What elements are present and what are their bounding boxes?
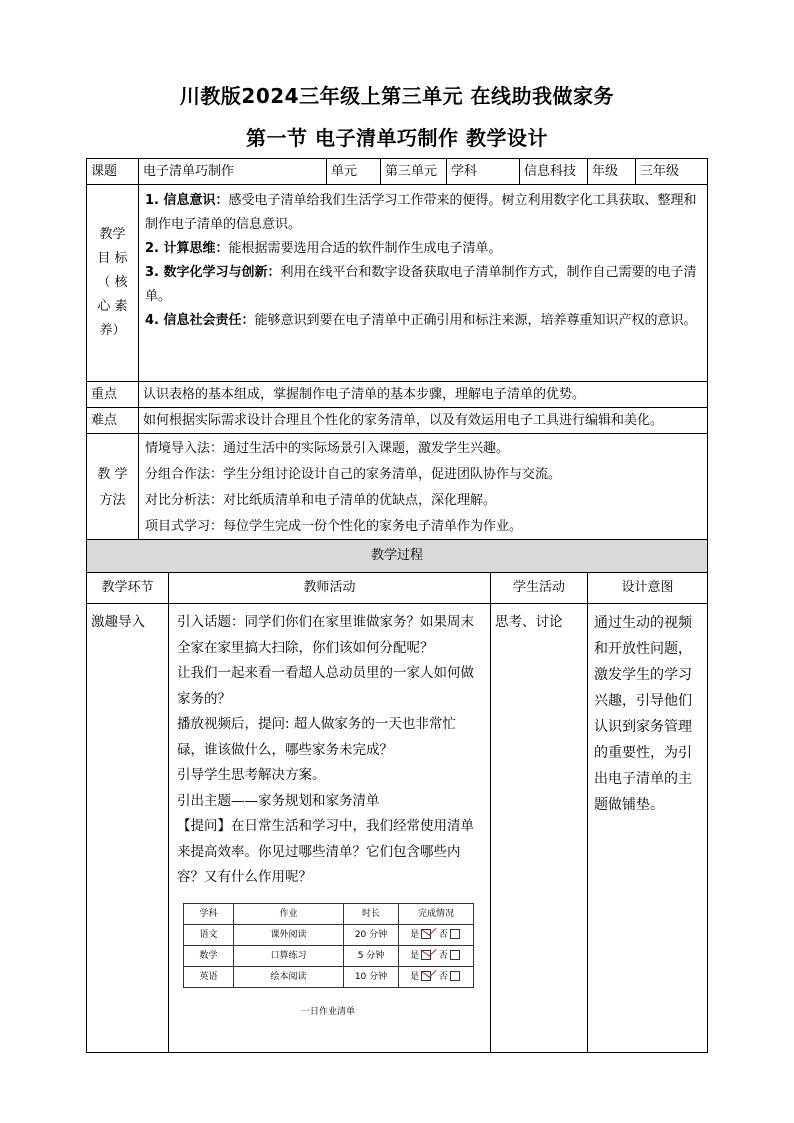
- subject-label: 学科: [447, 159, 520, 185]
- methods-label: 教 学 方法: [87, 434, 139, 543]
- teacher-paragraph: 播放视频后，提问: 超人做家务的一天也非常忙碌，谁该做什么，哪些家务未完成？: [177, 716, 456, 758]
- empty-box-icon: [450, 950, 460, 960]
- goals-row: [87, 185, 708, 382]
- teacher-activity: [169, 604, 491, 1053]
- empty-box-icon: [450, 929, 460, 939]
- header-teacher: 教师活动: [169, 573, 491, 604]
- mini-row: [184, 966, 474, 987]
- mini-status: 是 否: [399, 966, 474, 987]
- mini-header: 学科: [184, 903, 234, 924]
- mini-status: 是 否: [399, 924, 474, 945]
- mini-duration: 10 分钟: [344, 966, 399, 987]
- mini-header: 完成情况: [399, 903, 474, 924]
- process-title: 教学过程: [87, 540, 708, 573]
- header-intent: 设计意图: [588, 573, 708, 604]
- goal-item: 4. 信息社会责任：能够意识到要在电子清单中正确引用和标注来源，培养尊重知识产权的意识。: [145, 313, 697, 328]
- info-row: [87, 159, 708, 185]
- teacher-paragraph: 引导学生思考解决方案。: [177, 767, 326, 783]
- mini-task: 绘本阅读: [234, 966, 344, 987]
- methods-content: [139, 434, 708, 543]
- mini-row: [184, 924, 474, 945]
- goals-label: 教学 目 标 （ 核 心 素 养）: [87, 185, 139, 382]
- document-subtitle: 第一节 电子清单巧制作 教学设计: [246, 126, 548, 150]
- teacher-paragraph: 引出主题——家务规划和家务清单: [177, 792, 380, 809]
- unit-value: 第三单元: [381, 159, 447, 185]
- header-stage: 教学环节: [87, 573, 169, 604]
- design-intent: 通过生动的视频和开放性问题，激发学生的学习兴趣，引导他们认识到家务管理的重要性，为引出电子清单的主题做铺垫。: [588, 604, 708, 1053]
- key-point-row: [87, 382, 708, 408]
- mini-subject: 数学: [184, 945, 234, 966]
- methods-row: [87, 434, 708, 543]
- document-title: 川教版2024三年级上第三单元 在线助我做家务: [179, 84, 615, 108]
- teacher-paragraph: 让我们一起来看一看超人总动员里的一家人如何做家务的？: [177, 665, 474, 707]
- grade-label: 年级: [588, 159, 636, 185]
- empty-box-icon: [450, 971, 460, 981]
- mini-task: 口算练习: [234, 945, 344, 966]
- process-header-row: [87, 573, 708, 604]
- checked-box-icon: [421, 929, 431, 939]
- mini-status: 是 否: [399, 945, 474, 966]
- teaching-process-table: [86, 539, 708, 1053]
- lesson-info-table: [86, 158, 708, 543]
- method-item: 分组合作法：学生分组讨论设计自己的家务清单，促进团队协作与交流。: [145, 467, 562, 482]
- mini-subject: 语文: [184, 924, 234, 945]
- teacher-paragraph: 引入话题：同学们你们在家里谁做家务？如果周末全家在家里搞大扫除，你们该如何分配呢？: [177, 614, 474, 656]
- goal-item: 2. 计算思维：能根据需要选用合适的软件制作生成电子清单。: [145, 241, 502, 256]
- difficulty-text: 如何根据实际需求设计合理且个性化的家务清单，以及有效运用电子工具进行编辑和美化。: [139, 408, 708, 434]
- mini-duration: 5 分钟: [344, 945, 399, 966]
- key-point-label: 重点: [87, 382, 139, 408]
- goal-item: 3. 数字化学习与创新：利用在线平台和数字设备获取电子清单制作方式，制作自己需要的电子清单。: [145, 265, 697, 304]
- stage-name: 激趣导入: [87, 604, 169, 1053]
- difficulty-label: 难点: [87, 408, 139, 434]
- checked-box-icon: [421, 950, 431, 960]
- checked-box-icon: [421, 971, 431, 981]
- student-activity: 思考、讨论: [491, 604, 588, 1053]
- mini-header-row: [184, 903, 474, 924]
- method-item: 对比分析法：对比纸质清单和电子清单的优缺点，深化理解。: [145, 493, 497, 508]
- mini-duration: 20 分钟: [344, 924, 399, 945]
- lesson-label: 课题: [87, 159, 139, 185]
- mini-header: 时长: [344, 903, 399, 924]
- homework-list-figure: [183, 903, 473, 1018]
- homework-list-caption: 一日作业清单: [300, 1006, 355, 1017]
- goal-item: 1. 信息意识：感受电子清单给我们生活学习工作带来的便得。树立利用数字化工具获取、整理和制作电子清单的信息意识。: [145, 193, 697, 232]
- mini-header: 作业: [234, 903, 344, 924]
- grade-value: 三年级: [636, 159, 708, 185]
- subject-value: 信息科技: [520, 159, 588, 185]
- lesson-value: 电子清单巧制作: [139, 159, 327, 185]
- homework-list-table: [183, 903, 474, 988]
- header-student: 学生活动: [491, 573, 588, 604]
- mini-task: 课外阅读: [234, 924, 344, 945]
- unit-label: 单元: [327, 159, 381, 185]
- teacher-paragraph: 【提问】在日常生活和学习中，我们经常使用清单来提高效率。你见过哪些清单？它们包含哪些内容？又有什么作用呢？: [177, 818, 474, 885]
- method-item: 项目式学习：每位学生完成一份个性化的家务电子清单作为作业。: [145, 519, 523, 534]
- goals-content: [139, 185, 708, 382]
- mini-row: [184, 945, 474, 966]
- mini-subject: 英语: [184, 966, 234, 987]
- process-title-row: [87, 540, 708, 573]
- method-item: 情境导入法：通过生活中的实际场景引入课题，激发学生兴趣。: [145, 441, 510, 456]
- process-row: [87, 604, 708, 1053]
- key-point-text: 认识表格的基本组成，掌握制作电子清单的基本步骤，理解电子清单的优势。: [139, 382, 708, 408]
- difficulty-row: [87, 408, 708, 434]
